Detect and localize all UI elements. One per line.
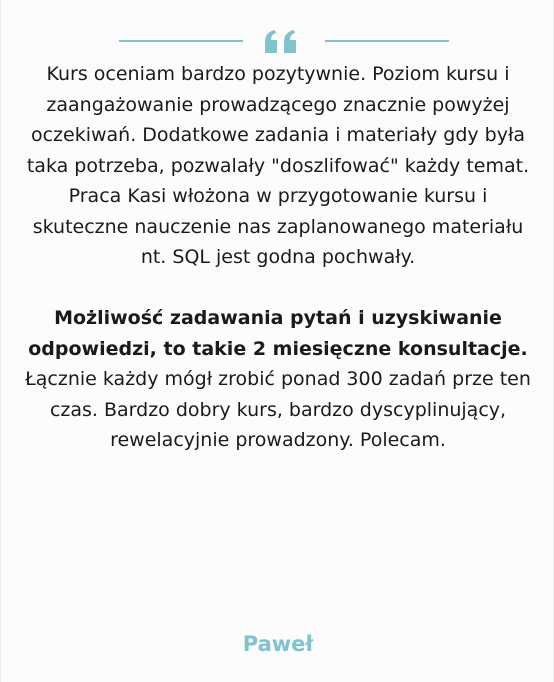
quote-header [1,25,554,55]
testimonial-text [21,59,535,456]
divider-right [325,40,449,42]
divider-left [119,40,243,42]
quote-marks-icon [263,29,299,53]
testimonial-highlight: Możliwość zadawania pytań i uzyskiwanie odpowiedzi, to takie 2 miesięczne konsultacje. [28,307,528,360]
testimonial-paragraph-2-rest: Łącznie każdy mógł zrobić ponad 300 zadań prze ten czas. Bardzo dobry kurs, bardzo dyscyplinujący, rewelacyjnie prowadzony. Polecam. [25,368,531,451]
testimonial-paragraph-1: Kurs oceniam bardzo pozytywnie. Poziom kursu i zaangażowanie prowadzącego znacznie powyżej oczekiwań. Dodatkowe zadania i materiały gdy była taka potrzeba, pozwalały "doszlifować" każdy temat. Praca Kasi włożona w przygotowanie kursu i skuteczne nauczenie nas zaplanowanego materiału nt. SQL jest godna pochwały. [26,63,530,268]
testimonial-paragraph-2 [21,303,535,456]
author-name: Paweł [242,632,314,656]
